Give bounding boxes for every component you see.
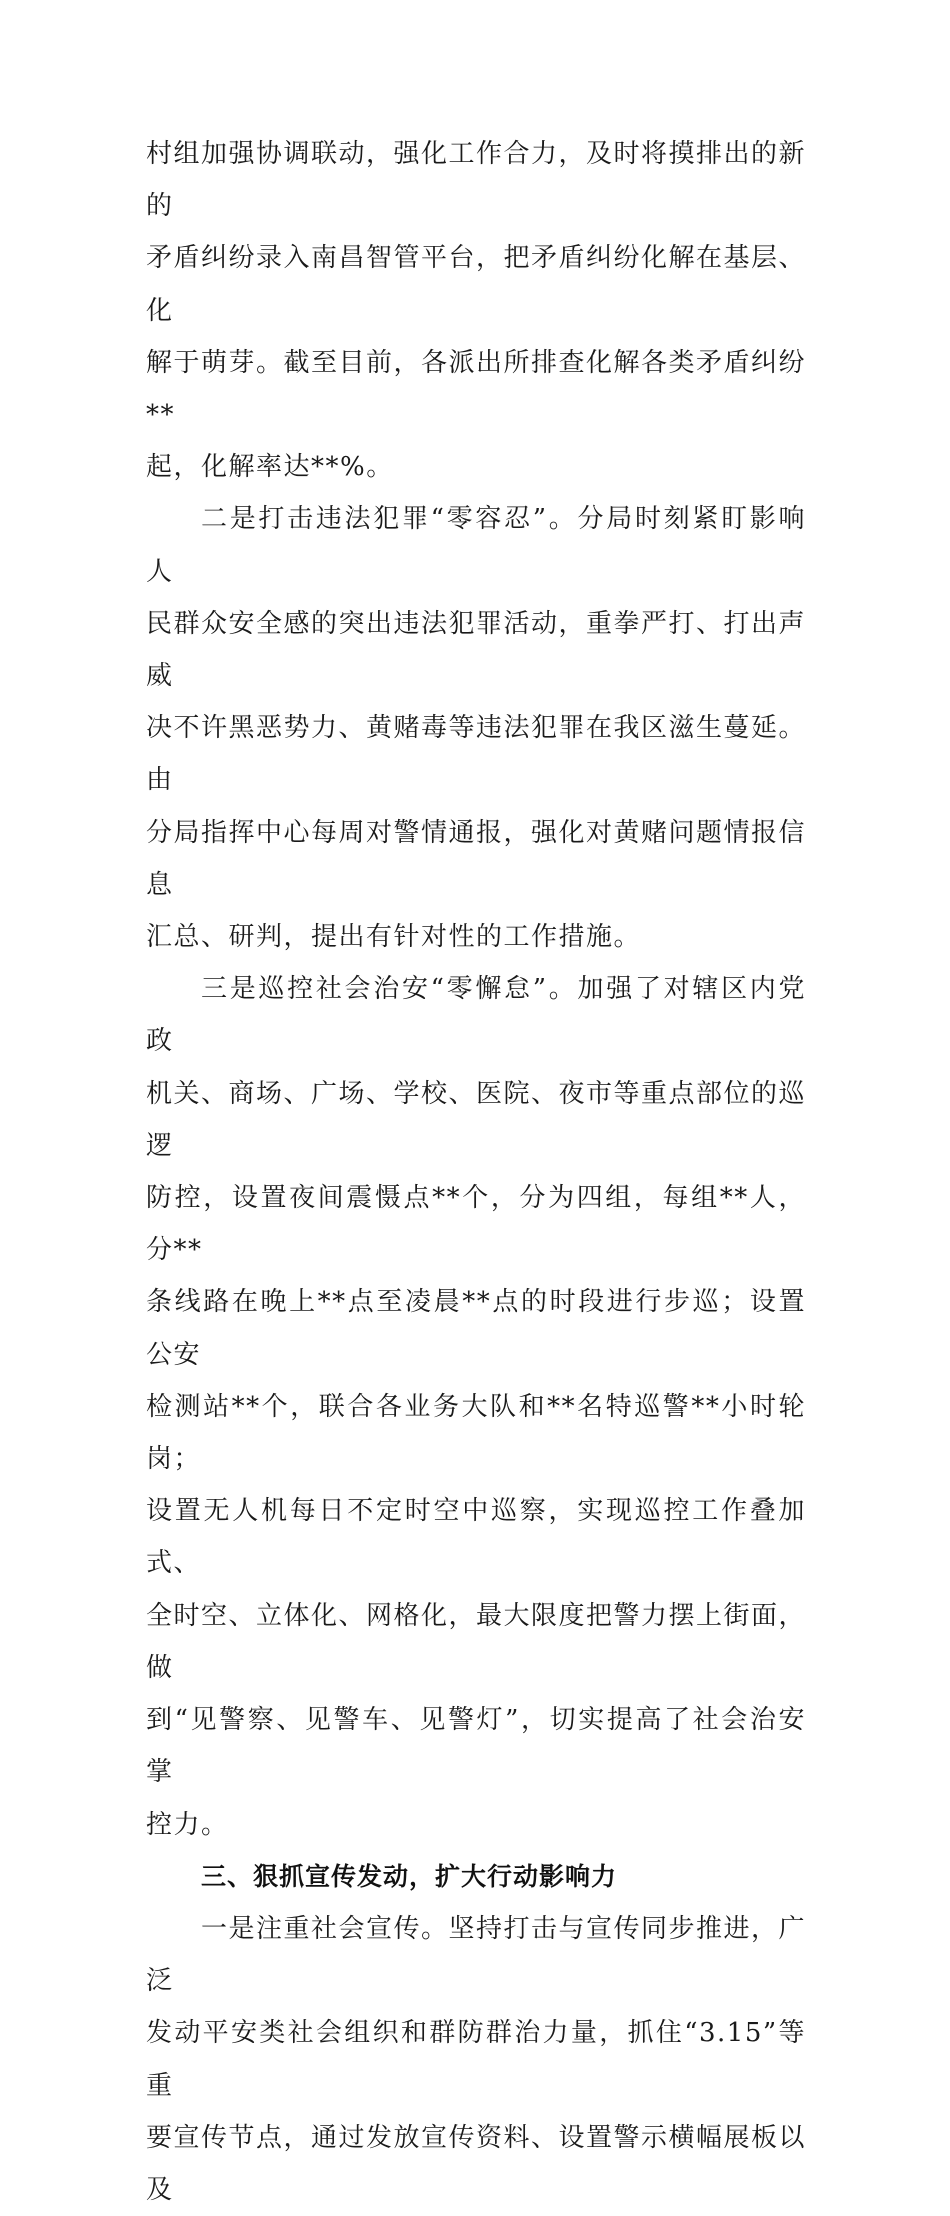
document-body xyxy=(146,128,806,2216)
text-line: 发动平安类社会组织和群防群治力量，抓住“3.15”等重 xyxy=(146,2018,806,2101)
text-line: 检测站**个，联合各业务大队和**名特巡警**小时轮岗； xyxy=(146,1391,806,1475)
text-line: 决不许黑恶势力、黄赌毒等违法犯罪在我区滋生蔓延。由 xyxy=(146,713,807,796)
text-line: 要宣传节点，通过发放宣传资料、设置警示横幅展板以及 xyxy=(146,2122,807,2205)
paragraph-conflict-resolution-continued xyxy=(146,128,806,493)
paragraph-patrol-control xyxy=(146,963,806,1850)
text-line: 一是注重社会宣传。坚持打击与宣传同步推进，广泛 xyxy=(146,1913,807,1997)
text-line: 到“见警察、见警车、见警灯”，切实提高了社会治安掌 xyxy=(146,1705,806,1788)
text-line: 分局指挥中心每周对警情通报，强化对黄赌问题情报信息 xyxy=(146,817,807,900)
text-line: 机关、商场、广场、学校、医院、夜市等重点部位的巡逻 xyxy=(146,1078,807,1161)
text-line: 三是巡控社会治安“零懈怠”。加强了对辖区内党政 xyxy=(146,974,806,1057)
text-line: 汇总、研判，提出有针对性的工作措施。 xyxy=(146,922,642,953)
paragraph-publicity xyxy=(146,1903,806,2216)
section-heading xyxy=(146,1851,806,1903)
text-line: 条线路在晚上**点至凌晨**点的时段进行步巡；设置公安 xyxy=(146,1287,806,1370)
text-line: 起，化解率达**%。 xyxy=(146,452,394,483)
text-line: 设置无人机每日不定时空中巡察，实现巡控工作叠加式、 xyxy=(146,1496,806,1579)
text-line: 控力。 xyxy=(146,1809,229,1840)
text-line: 防控，设置夜间震慑点**个，分为四组，每组**人，分** xyxy=(146,1183,806,1266)
text-line: 村组加强协调联动，强化工作合力，及时将摸排出的新的 xyxy=(146,139,807,222)
text-line: 全时空、立体化、网格化，最大限度把警力摆上街面，做 xyxy=(146,1600,807,1683)
text-line: 解于萌芽。截至目前，各派出所排查化解各类矛盾纠纷** xyxy=(146,347,807,431)
text-line: 矛盾纠纷录入南昌智管平台，把矛盾纠纷化解在基层、化 xyxy=(146,243,807,326)
paragraph-crime-crackdown xyxy=(146,493,806,963)
text-line: 二是打击违法犯罪“零容忍”。分局时刻紧盯影响人 xyxy=(146,504,806,587)
section-heading-text: 三、狠抓宣传发动，扩大行动影响力 xyxy=(201,1861,618,1891)
text-line: 民群众安全感的突出违法犯罪活动，重拳严打、打出声威 xyxy=(146,608,807,692)
